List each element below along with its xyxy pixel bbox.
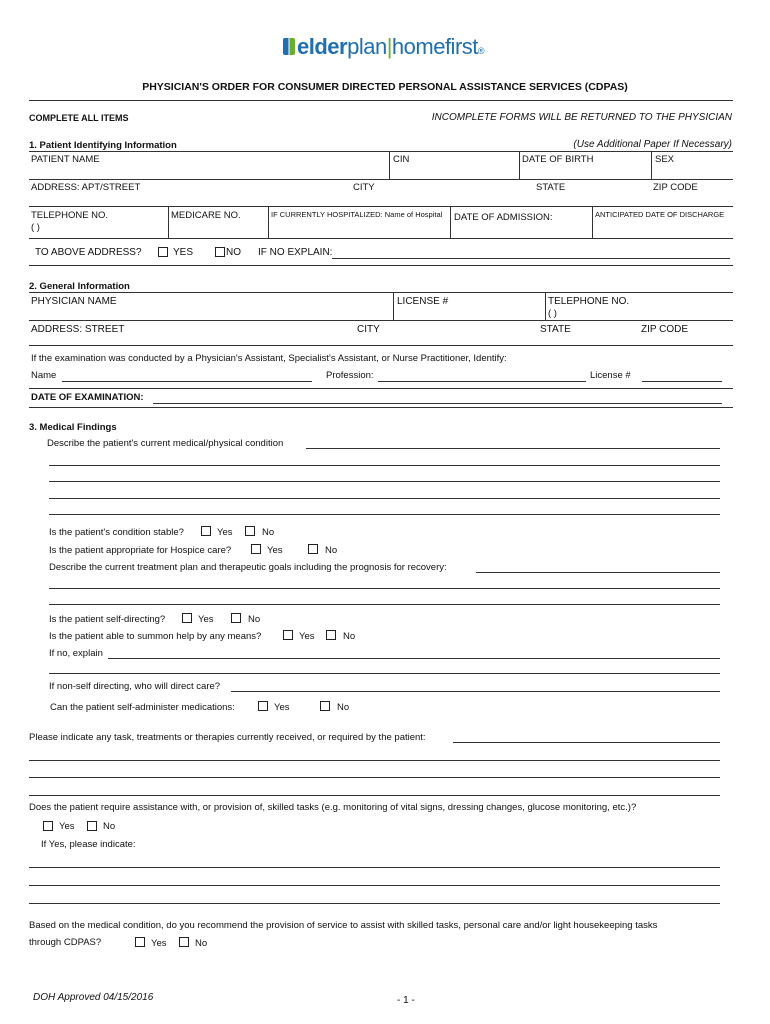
treatment-label: Describe the current treatment plan and therapeutic goals including the prognosis for recovery: [49,562,447,573]
stable-no-checkbox[interactable] [245,526,255,536]
table-border [29,238,733,239]
explain-line[interactable] [49,673,720,674]
skilled-no-checkbox[interactable] [87,821,97,831]
no-label: No [343,631,356,642]
section2-heading: 2. General Information [29,281,130,292]
telephone-paren: ( ) [31,222,40,233]
describe-line[interactable] [49,481,720,482]
tasks-line[interactable] [29,795,720,796]
physician-zip-field[interactable]: ZIP CODE [641,324,689,335]
cell-border [592,206,593,238]
yes-label: YES [173,247,194,258]
non-self-directing-label: If non-self directing, who will direct care? [49,681,221,692]
no-label: No [103,821,116,832]
license2-label: License # [590,370,631,381]
section1-heading: 1. Patient Identifying Information [29,140,177,151]
self-administer-label: Can the patient self-administer medications: [50,702,235,713]
table-border [29,151,733,152]
sex-field[interactable]: SEX [655,154,675,165]
hospital-field[interactable]: IF CURRENTLY HOSPITALIZED: Name of Hospital [271,210,443,219]
incomplete-note: INCOMPLETE FORMS WILL BE RETURNED TO THE PHYSICIAN [431,112,732,123]
tasks-label: Please indicate any task, treatments or therapies currently received, or required by the patient: [29,732,426,743]
yes-label: Yes [217,527,233,538]
if-no-explain-label: If no, explain [49,648,103,659]
state-field[interactable]: STATE [536,182,566,193]
admission-date-field[interactable]: DATE OF ADMISSION: [454,212,553,223]
explain-line[interactable] [108,658,720,659]
physician-telephone-field[interactable]: TELEPHONE NO. [548,296,630,307]
cin-field[interactable]: CIN [393,154,410,165]
name-line[interactable] [62,381,312,382]
date-exam-label: DATE OF EXAMINATION: [31,392,144,403]
meds-yes-checkbox[interactable] [258,701,268,711]
table-border [29,265,733,266]
skilled-yes-checkbox[interactable] [43,821,53,831]
summon-no-checkbox[interactable] [326,630,336,640]
yes-label: Yes [59,821,75,832]
date-exam-line[interactable] [153,403,722,404]
stable-yes-checkbox[interactable] [201,526,211,536]
medicare-field[interactable]: MEDICARE NO. [171,210,241,221]
no-label: No [262,527,275,538]
if-yes-line[interactable] [29,867,720,868]
telephone-paren: ( ) [548,308,557,319]
describe-line[interactable] [49,465,720,466]
cell-border [393,292,394,320]
address-field[interactable]: ADDRESS: APT/STREET [31,182,141,193]
summon-yes-checkbox[interactable] [283,630,293,640]
hospice-label: Is the patient appropriate for Hospice care? [49,545,232,556]
profession-line[interactable] [378,381,586,382]
yes-label: Yes [274,702,290,713]
cell-border [389,151,390,179]
tasks-line[interactable] [29,777,720,778]
describe-condition-label: Describe the patient's current medical/physical condition [47,438,284,449]
recommend-label: Based on the medical condition, do you recommend the provision of service to assist with skilled tasks, personal care and/or light housekeeping tasks [29,920,658,931]
cell-border [168,206,169,238]
zip-field[interactable]: ZIP CODE [653,182,698,193]
table-border [29,345,733,346]
direct-care-line[interactable] [231,691,720,692]
treatment-line[interactable] [476,572,720,573]
divider [29,100,733,101]
license2-line[interactable] [642,381,722,382]
no-label: No [195,938,208,949]
hospice-yes-checkbox[interactable] [251,544,261,554]
cell-border [651,151,652,179]
table-border [29,407,733,408]
if-no-explain-line[interactable] [332,258,730,259]
profession-label: Profession: [326,370,374,381]
city-field[interactable]: CITY [353,182,375,193]
table-border [29,388,733,389]
cell-border [268,206,269,238]
discharge-date-field[interactable]: ANTICIPATED DATE OF DISCHARGE [595,210,725,219]
self-directing-yes-checkbox[interactable] [182,613,192,623]
table-border [29,206,733,207]
yes-label: Yes [198,614,214,625]
to-above-no-checkbox[interactable] [215,247,225,257]
table-border [29,179,733,180]
treatment-line[interactable] [49,588,720,589]
describe-line[interactable] [49,498,720,499]
section1-note: (Use Additional Paper If Necessary) [573,139,732,150]
meds-no-checkbox[interactable] [320,701,330,711]
hospice-no-checkbox[interactable] [308,544,318,554]
elderplan-logo: elderplan|homefirst® [283,34,484,60]
footer-approval: DOH Approved 04/15/2016 [33,992,154,1003]
patient-name-field[interactable]: PATIENT NAME [31,154,100,165]
to-above-label: TO ABOVE ADDRESS? [35,247,142,258]
no-label: NO [226,247,241,258]
section3-heading: 3. Medical Findings [29,422,117,433]
table-border [29,292,733,293]
if-yes-label: If Yes, please indicate: [41,839,136,850]
describe-line[interactable] [306,448,720,449]
treatment-line[interactable] [49,604,720,605]
no-label: No [337,702,350,713]
cell-border [519,151,520,179]
page-number: - 1 - [397,995,415,1006]
yes-label: Yes [299,631,315,642]
skilled-tasks-label: Does the patient require assistance with, or provision of, skilled tasks (e.g. monitoring of vital signs, dressing changes, glucose monitoring, etc.)? [29,802,637,813]
telephone-field[interactable]: TELEPHONE NO. [31,210,109,221]
self-directing-no-checkbox[interactable] [231,613,241,623]
if-yes-line[interactable] [29,885,720,886]
complete-all-label: COMPLETE ALL ITEMS [29,113,129,123]
to-above-yes-checkbox[interactable] [158,247,168,257]
if-no-explain-label: IF NO EXPLAIN: [258,247,333,258]
tasks-line[interactable] [453,742,720,743]
license-field[interactable]: LICENSE # [397,296,449,307]
logo-mark-icon [283,38,295,55]
no-label: No [325,545,338,556]
dob-field[interactable]: DATE OF BIRTH [522,154,594,165]
table-border [29,320,733,321]
recommend-no-checkbox[interactable] [179,937,189,947]
if-yes-line[interactable] [29,903,720,904]
physician-address-field[interactable]: ADDRESS: STREET [31,324,125,335]
yes-label: Yes [151,938,167,949]
physician-name-field[interactable]: PHYSICIAN NAME [31,296,117,307]
name-label: Name [31,370,57,381]
exam-note: If the examination was conducted by a Physician's Assistant, Specialist's Assistant, or Nurse Practitioner, Identify: [31,353,507,364]
stable-label: Is the patient's condition stable? [49,527,184,538]
cell-border [450,206,451,238]
tasks-line[interactable] [29,760,720,761]
self-directing-label: Is the patient self-directing? [49,614,166,625]
physician-state-field[interactable]: STATE [540,324,571,335]
recommend-yes-checkbox[interactable] [135,937,145,947]
describe-line[interactable] [49,514,720,515]
form-title: PHYSICIAN'S ORDER FOR CONSUMER DIRECTED PERSONAL ASSISTANCE SERVICES (CDPAS) [142,81,628,93]
yes-label: Yes [267,545,283,556]
summon-label: Is the patient able to summon help by any means? [49,631,262,642]
physician-city-field[interactable]: CITY [357,324,380,335]
cell-border [545,292,546,320]
recommend-label-cont: through CDPAS? [29,937,102,948]
no-label: No [248,614,261,625]
